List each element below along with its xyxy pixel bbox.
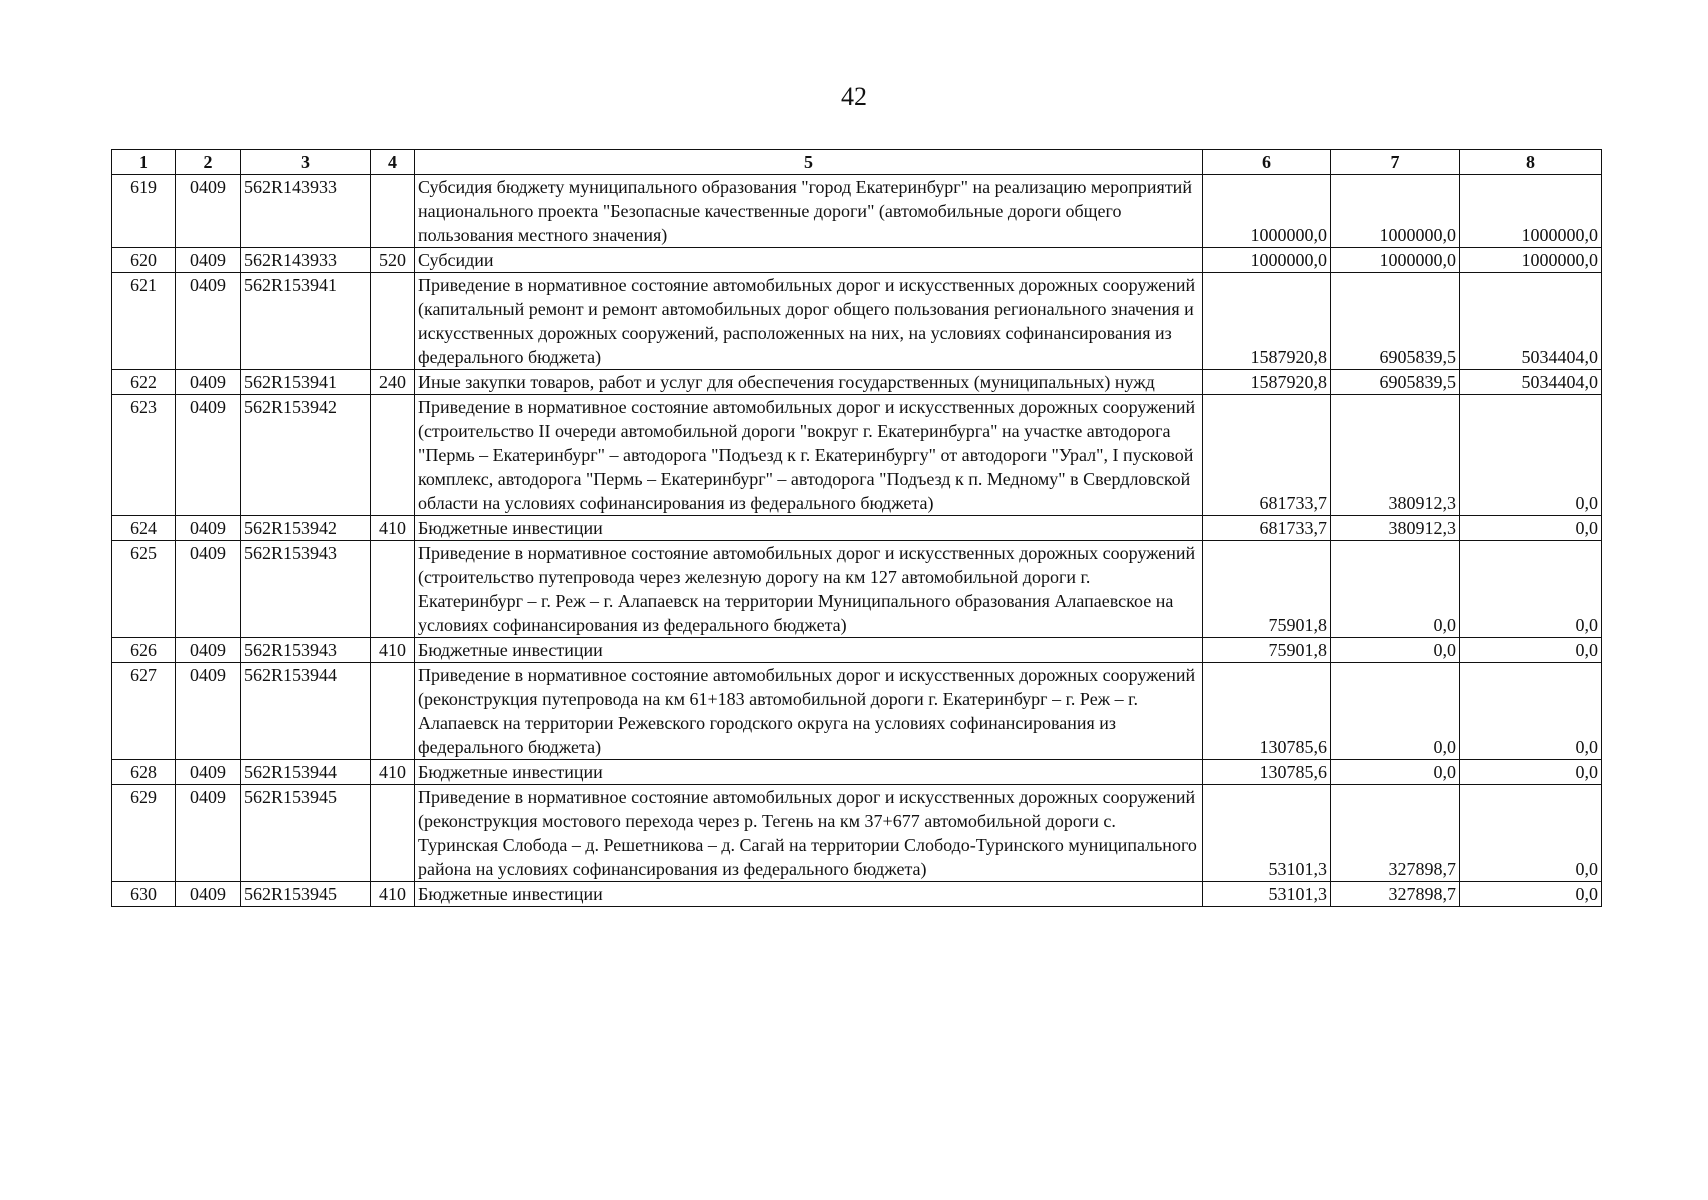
- amount-3: 0,0: [1460, 760, 1602, 785]
- target-article-code: 562R153945: [241, 785, 371, 882]
- column-header: 8: [1460, 150, 1602, 175]
- row-number: 621: [112, 273, 176, 370]
- column-header: 7: [1331, 150, 1460, 175]
- column-header: 5: [415, 150, 1203, 175]
- amount-3: 0,0: [1460, 541, 1602, 638]
- target-article-code: 562R153942: [241, 395, 371, 516]
- expense-type-code: [371, 541, 415, 638]
- amount-3: 1000000,0: [1460, 248, 1602, 273]
- expense-type-code: 240: [371, 370, 415, 395]
- table-row: [112, 273, 1602, 370]
- section-code: 0409: [176, 638, 241, 663]
- target-article-code: 562R153941: [241, 370, 371, 395]
- expense-type-code: 410: [371, 638, 415, 663]
- expense-type-code: [371, 785, 415, 882]
- column-header: 6: [1203, 150, 1331, 175]
- expense-type-code: 410: [371, 516, 415, 541]
- amount-3: 0,0: [1460, 785, 1602, 882]
- row-number: 625: [112, 541, 176, 638]
- budget-table: [111, 149, 1602, 907]
- column-header: 1: [112, 150, 176, 175]
- column-header: 2: [176, 150, 241, 175]
- amount-3: 0,0: [1460, 638, 1602, 663]
- amount-1: 681733,7: [1203, 395, 1331, 516]
- target-article-code: 562R153942: [241, 516, 371, 541]
- row-number: 629: [112, 785, 176, 882]
- row-number: 628: [112, 760, 176, 785]
- table-row: [112, 175, 1602, 248]
- item-name: Приведение в нормативное состояние автомобильных дорог и искусственных дорожных сооружений (строительство II очереди автомобильной дороги "вокруг г. Екатеринбурга" на участке автодорога "Пермь – Екатеринбург" – автодорога "Подъезд к г. Екатеринбургу" от автодороги "Урал", I пусковой комплекс, автодорога "Пермь – Екатеринбург" – автодорога "Подъезд к п. Медному" в Свердловской области на условиях софинансирования из федерального бюджета): [415, 395, 1203, 516]
- table-row: [112, 882, 1602, 907]
- item-name: Бюджетные инвестиции: [415, 882, 1203, 907]
- section-code: 0409: [176, 175, 241, 248]
- amount-1: 75901,8: [1203, 638, 1331, 663]
- row-number: 620: [112, 248, 176, 273]
- column-header: 3: [241, 150, 371, 175]
- amount-1: 1000000,0: [1203, 248, 1331, 273]
- page-number: 42: [841, 82, 867, 111]
- table-row: [112, 760, 1602, 785]
- row-number: 627: [112, 663, 176, 760]
- row-number: 622: [112, 370, 176, 395]
- target-article-code: 562R153945: [241, 882, 371, 907]
- amount-2: 1000000,0: [1331, 175, 1460, 248]
- amount-2: 6905839,5: [1331, 273, 1460, 370]
- amount-2: 0,0: [1331, 760, 1460, 785]
- amount-2: 380912,3: [1331, 516, 1460, 541]
- target-article-code: 562R153944: [241, 663, 371, 760]
- table-row: [112, 663, 1602, 760]
- amount-3: 1000000,0: [1460, 175, 1602, 248]
- expense-type-code: [371, 395, 415, 516]
- amount-1: 75901,8: [1203, 541, 1331, 638]
- amount-2: 327898,7: [1331, 882, 1460, 907]
- amount-2: 0,0: [1331, 541, 1460, 638]
- item-name: Приведение в нормативное состояние автомобильных дорог и искусственных дорожных сооружений (строительство путепровода через железную дорогу на км 127 автомобильной дороги г. Екатеринбург – г. Реж – г. Алапаевск на территории Муниципального образования Алапаевское на условиях софинансирования из федерального бюджета): [415, 541, 1203, 638]
- section-code: 0409: [176, 273, 241, 370]
- item-name: Приведение в нормативное состояние автомобильных дорог и искусственных дорожных сооружений (реконструкция путепровода на км 61+183 автомобильной дороги г. Екатеринбург – г. Реж – г. Алапаевск на территории Режевского городского округа на условиях софинансирования из федерального бюджета): [415, 663, 1203, 760]
- item-name: Бюджетные инвестиции: [415, 760, 1203, 785]
- expense-type-code: [371, 273, 415, 370]
- amount-2: 0,0: [1331, 638, 1460, 663]
- expense-type-code: [371, 175, 415, 248]
- amount-3: 0,0: [1460, 395, 1602, 516]
- target-article-code: 562R153941: [241, 273, 371, 370]
- item-name: Бюджетные инвестиции: [415, 516, 1203, 541]
- section-code: 0409: [176, 395, 241, 516]
- table-row: [112, 516, 1602, 541]
- row-number: 619: [112, 175, 176, 248]
- target-article-code: 562R143933: [241, 248, 371, 273]
- section-code: 0409: [176, 785, 241, 882]
- table-row: [112, 395, 1602, 516]
- item-name: Субсидии: [415, 248, 1203, 273]
- amount-3: 0,0: [1460, 516, 1602, 541]
- item-name: Иные закупки товаров, работ и услуг для обеспечения государственных (муниципальных) нужд: [415, 370, 1203, 395]
- table-row: [112, 370, 1602, 395]
- row-number: 626: [112, 638, 176, 663]
- item-name: Приведение в нормативное состояние автомобильных дорог и искусственных дорожных сооружений (капитальный ремонт и ремонт автомобильных дорог общего пользования регионального значения и искусственных дорожных сооружений, расположенных на них, на условиях софинансирования из федерального бюджета): [415, 273, 1203, 370]
- target-article-code: 562R153944: [241, 760, 371, 785]
- row-number: 630: [112, 882, 176, 907]
- target-article-code: 562R153943: [241, 638, 371, 663]
- table-row: [112, 541, 1602, 638]
- table-row: [112, 248, 1602, 273]
- target-article-code: 562R153943: [241, 541, 371, 638]
- amount-2: 380912,3: [1331, 395, 1460, 516]
- column-header: 4: [371, 150, 415, 175]
- amount-1: 1587920,8: [1203, 273, 1331, 370]
- amount-2: 327898,7: [1331, 785, 1460, 882]
- item-name: Бюджетные инвестиции: [415, 638, 1203, 663]
- header-row: [112, 150, 1602, 175]
- section-code: 0409: [176, 882, 241, 907]
- amount-2: 0,0: [1331, 663, 1460, 760]
- amount-3: 0,0: [1460, 663, 1602, 760]
- section-code: 0409: [176, 248, 241, 273]
- amount-2: 1000000,0: [1331, 248, 1460, 273]
- amount-1: 681733,7: [1203, 516, 1331, 541]
- amount-1: 1587920,8: [1203, 370, 1331, 395]
- amount-1: 130785,6: [1203, 663, 1331, 760]
- table-row: [112, 638, 1602, 663]
- amount-3: 5034404,0: [1460, 273, 1602, 370]
- expense-type-code: 410: [371, 760, 415, 785]
- amount-3: 5034404,0: [1460, 370, 1602, 395]
- row-number: 624: [112, 516, 176, 541]
- section-code: 0409: [176, 370, 241, 395]
- expense-type-code: [371, 663, 415, 760]
- expense-type-code: 410: [371, 882, 415, 907]
- amount-2: 6905839,5: [1331, 370, 1460, 395]
- amount-3: 0,0: [1460, 882, 1602, 907]
- amount-1: 53101,3: [1203, 882, 1331, 907]
- row-number: 623: [112, 395, 176, 516]
- item-name: Субсидия бюджету муниципального образования "город Екатеринбург" на реализацию мероприятий национального проекта "Безопасные качественные дороги" (автомобильные дороги общего пользования местного значения): [415, 175, 1203, 248]
- amount-1: 53101,3: [1203, 785, 1331, 882]
- section-code: 0409: [176, 516, 241, 541]
- section-code: 0409: [176, 541, 241, 638]
- item-name: Приведение в нормативное состояние автомобильных дорог и искусственных дорожных сооружений (реконструкция мостового перехода через р. Тегень на км 37+677 автомобильной дороги с. Туринская Слобода – д. Решетникова – д. Сагай на территории Слободо-Туринского муниципального района на условиях софинансирования из федерального бюджета): [415, 785, 1203, 882]
- target-article-code: 562R143933: [241, 175, 371, 248]
- amount-1: 130785,6: [1203, 760, 1331, 785]
- section-code: 0409: [176, 663, 241, 760]
- section-code: 0409: [176, 760, 241, 785]
- table-row: [112, 785, 1602, 882]
- amount-1: 1000000,0: [1203, 175, 1331, 248]
- expense-type-code: 520: [371, 248, 415, 273]
